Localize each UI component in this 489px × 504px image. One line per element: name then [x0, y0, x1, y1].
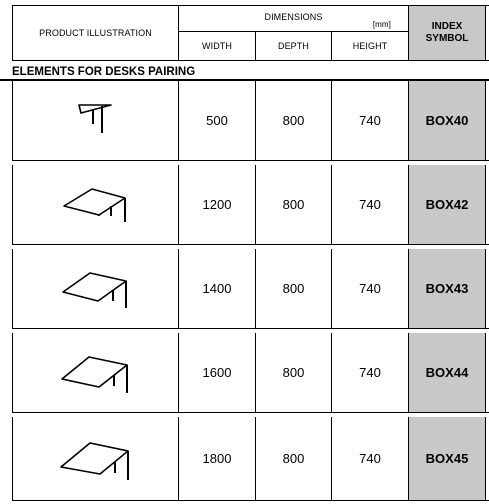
table-row — [0, 249, 489, 329]
illustration-cell — [12, 165, 179, 245]
table-row — [0, 81, 489, 161]
table-row — [0, 333, 489, 413]
depth-cell: 800 — [255, 249, 332, 329]
height-header — [331, 31, 409, 61]
table-row — [0, 417, 489, 501]
index-label: INDEX — [431, 21, 463, 32]
depth-cell: 800 — [255, 165, 332, 245]
table-edge — [485, 417, 489, 501]
width-cell: 1200 — [178, 165, 256, 245]
illustration-cell — [12, 333, 179, 413]
rectangle-desk-icon — [60, 266, 132, 312]
height-label: HEIGHT — [352, 41, 388, 51]
width-cell: 1400 — [178, 249, 256, 329]
table-edge — [485, 81, 489, 161]
index-cell: BOX45 — [408, 417, 486, 501]
rectangle-desk-icon — [58, 434, 134, 484]
depth-cell: 800 — [255, 81, 332, 161]
height-cell: 740 — [331, 165, 409, 245]
index-cell: BOX44 — [408, 333, 486, 413]
rectangle-desk-icon — [59, 349, 133, 397]
table-edge — [485, 249, 489, 329]
table-header — [0, 0, 489, 61]
dimensions-header — [178, 5, 409, 32]
width-cell: 1600 — [178, 333, 256, 413]
depth-label: DEPTH — [277, 41, 309, 51]
depth-header — [255, 31, 332, 61]
height-cell: 740 — [331, 417, 409, 501]
depth-cell: 800 — [255, 333, 332, 413]
width-label: WIDTH — [202, 41, 232, 51]
symbol-label: SYMBOL — [425, 33, 469, 44]
index-cell: BOX42 — [408, 165, 486, 245]
table-edge — [485, 165, 489, 245]
dimensions-label: DIMENSIONS — [264, 12, 323, 22]
product-illustration-header — [12, 5, 179, 61]
table-edge — [485, 333, 489, 413]
width-cell: 500 — [178, 81, 256, 161]
height-cell: 740 — [331, 333, 409, 413]
index-cell: BOX40 — [408, 81, 486, 161]
index-symbol-header — [408, 5, 486, 61]
depth-cell: 800 — [255, 417, 332, 501]
height-cell: 740 — [331, 249, 409, 329]
illustration-cell — [12, 81, 179, 161]
triangle-desk-icon — [71, 101, 121, 141]
illustration-cell — [12, 249, 179, 329]
table-row — [0, 165, 489, 245]
product-illustration-label: PRODUCT ILLUSTRATION — [39, 28, 152, 38]
height-cell: 740 — [331, 81, 409, 161]
width-header — [178, 31, 256, 61]
table-edge — [485, 5, 489, 61]
illustration-cell — [12, 417, 179, 501]
unit-label: [mm] — [372, 20, 391, 29]
section-title: ELEMENTS FOR DESKS PAIRING — [12, 66, 196, 78]
index-cell: BOX43 — [408, 249, 486, 329]
rectangle-desk-icon — [61, 182, 131, 227]
width-cell: 1800 — [178, 417, 256, 501]
